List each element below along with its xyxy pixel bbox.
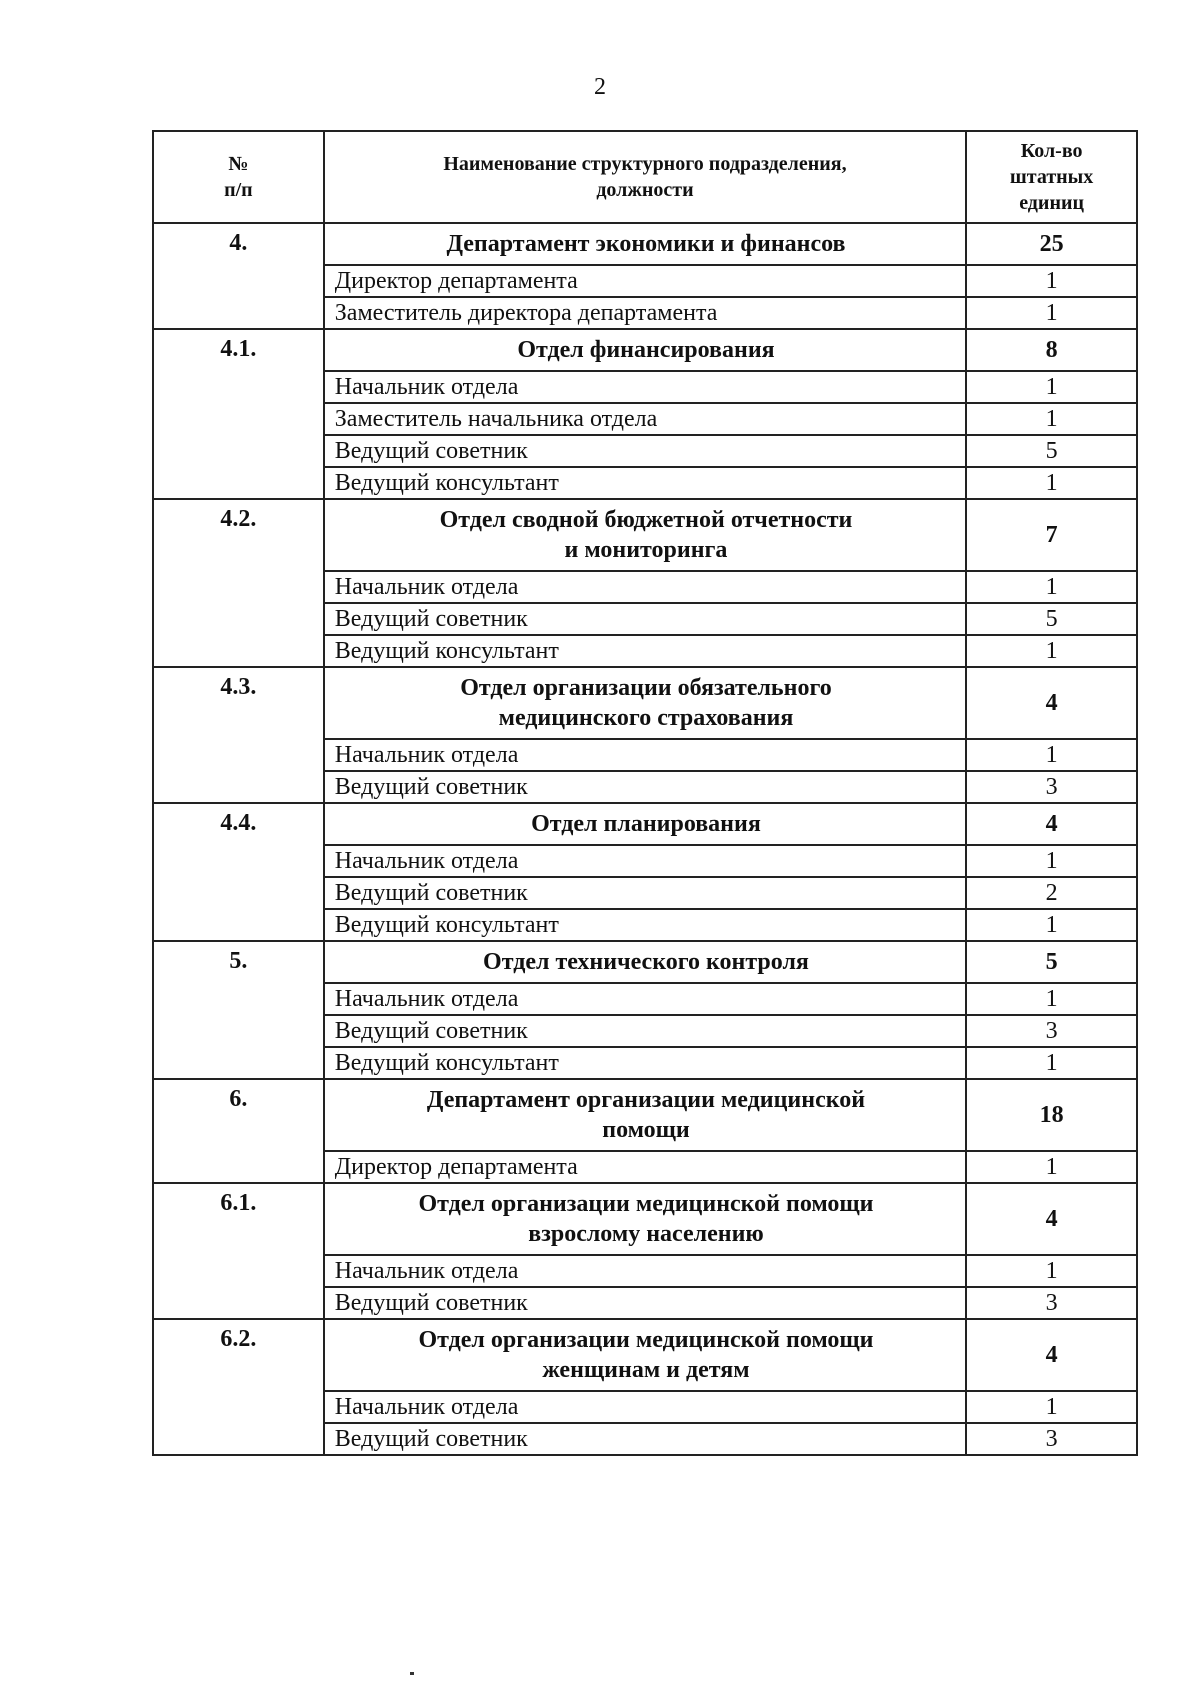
section-row — [153, 667, 1137, 739]
position-name: Ведущий советник — [324, 771, 966, 803]
position-name: Начальник отдела — [324, 571, 966, 603]
position-name: Начальник отдела — [324, 739, 966, 771]
position-count: 1 — [966, 265, 1137, 297]
position-name: Ведущий советник — [324, 1423, 966, 1455]
section-row — [153, 223, 1137, 265]
position-count: 1 — [966, 467, 1137, 499]
section-title: Департамент организации медицинской помощи — [324, 1079, 966, 1151]
position-name: Начальник отдела — [324, 1391, 966, 1423]
position-name: Директор департамента — [324, 1151, 966, 1183]
position-count: 2 — [966, 877, 1137, 909]
section-count: 25 — [966, 223, 1137, 265]
section-number: 4.2. — [153, 499, 324, 667]
section-row — [153, 1183, 1137, 1255]
position-count: 1 — [966, 1255, 1137, 1287]
position-name: Ведущий консультант — [324, 635, 966, 667]
section-number: 4.1. — [153, 329, 324, 499]
position-count: 1 — [966, 371, 1137, 403]
position-name: Ведущий консультант — [324, 467, 966, 499]
section-title: Департамент экономики и финансов — [324, 223, 966, 265]
section-title: Отдел финансирования — [324, 329, 966, 371]
position-count: 1 — [966, 1391, 1137, 1423]
section-count: 18 — [966, 1079, 1137, 1151]
section-row — [153, 1079, 1137, 1151]
staff-table — [152, 130, 1138, 1456]
position-name: Директор департамента — [324, 265, 966, 297]
section-title: Отдел сводной бюджетной отчетности и мониторинга — [324, 499, 966, 571]
section-title: Отдел организации медицинской помощи женщинам и детям — [324, 1319, 966, 1391]
position-count: 3 — [966, 1423, 1137, 1455]
section-count: 8 — [966, 329, 1137, 371]
section-count: 4 — [966, 1183, 1137, 1255]
section-number: 4. — [153, 223, 324, 329]
scan-speck — [410, 1672, 414, 1675]
position-name: Ведущий консультант — [324, 909, 966, 941]
header-count: Кол-во штатных единиц — [966, 131, 1137, 223]
header-num: № п/п — [153, 131, 324, 223]
section-count: 4 — [966, 803, 1137, 845]
position-name: Начальник отдела — [324, 983, 966, 1015]
section-number: 4.3. — [153, 667, 324, 803]
position-count: 3 — [966, 1015, 1137, 1047]
section-count: 7 — [966, 499, 1137, 571]
section-row — [153, 803, 1137, 845]
position-name: Заместитель директора департамента — [324, 297, 966, 329]
position-name: Ведущий советник — [324, 603, 966, 635]
position-count: 5 — [966, 435, 1137, 467]
page-number: 2 — [594, 74, 606, 100]
position-count: 3 — [966, 771, 1137, 803]
section-row — [153, 1319, 1137, 1391]
position-count: 3 — [966, 1287, 1137, 1319]
section-row — [153, 941, 1137, 983]
position-name: Начальник отдела — [324, 845, 966, 877]
position-count: 1 — [966, 739, 1137, 771]
table-header-row — [153, 131, 1137, 223]
position-name: Начальник отдела — [324, 371, 966, 403]
position-name: Заместитель начальника отдела — [324, 403, 966, 435]
position-name: Начальник отдела — [324, 1255, 966, 1287]
position-count: 5 — [966, 603, 1137, 635]
position-count: 1 — [966, 845, 1137, 877]
section-title: Отдел организации медицинской помощи взрослому населению — [324, 1183, 966, 1255]
section-count: 4 — [966, 667, 1137, 739]
section-number: 5. — [153, 941, 324, 1079]
section-number: 6.1. — [153, 1183, 324, 1319]
position-count: 1 — [966, 909, 1137, 941]
section-number: 4.4. — [153, 803, 324, 941]
section-number: 6.2. — [153, 1319, 324, 1455]
section-title: Отдел организации обязательного медицинского страхования — [324, 667, 966, 739]
position-name: Ведущий советник — [324, 435, 966, 467]
position-count: 1 — [966, 1151, 1137, 1183]
section-row — [153, 329, 1137, 371]
position-count: 1 — [966, 571, 1137, 603]
table-body — [153, 223, 1137, 1455]
section-title: Отдел технического контроля — [324, 941, 966, 983]
position-count: 1 — [966, 403, 1137, 435]
section-number: 6. — [153, 1079, 324, 1183]
position-name: Ведущий советник — [324, 877, 966, 909]
section-title: Отдел планирования — [324, 803, 966, 845]
section-row — [153, 499, 1137, 571]
position-name: Ведущий консультант — [324, 1047, 966, 1079]
section-count: 4 — [966, 1319, 1137, 1391]
position-count: 1 — [966, 1047, 1137, 1079]
position-count: 1 — [966, 297, 1137, 329]
section-count: 5 — [966, 941, 1137, 983]
header-name: Наименование структурного подразделения, должности — [324, 131, 966, 223]
position-count: 1 — [966, 983, 1137, 1015]
position-name: Ведущий советник — [324, 1015, 966, 1047]
position-count: 1 — [966, 635, 1137, 667]
position-name: Ведущий советник — [324, 1287, 966, 1319]
